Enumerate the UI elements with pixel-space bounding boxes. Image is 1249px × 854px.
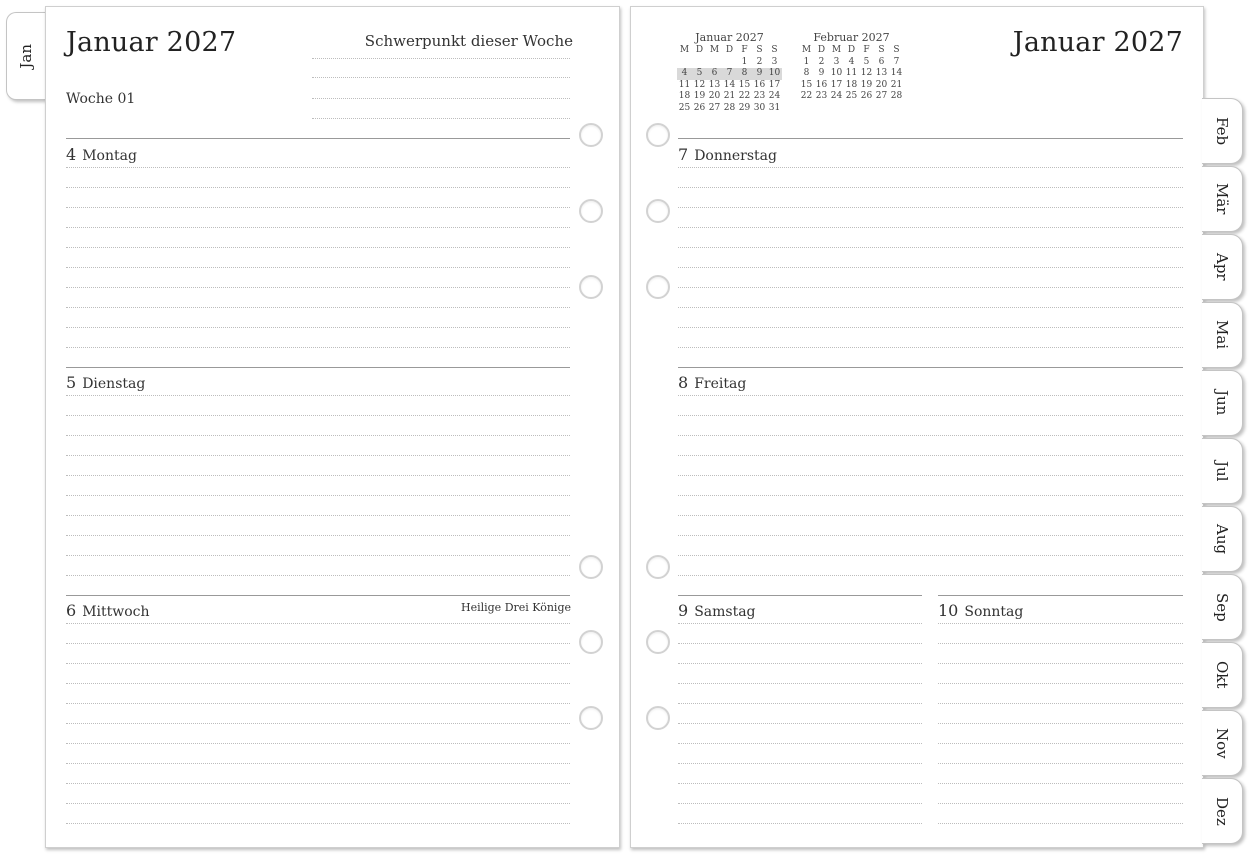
- day-number: 9: [678, 601, 689, 620]
- date-cell[interactable]: 15: [800, 79, 813, 90]
- date-cell[interactable]: 6: [707, 68, 722, 80]
- date-cell[interactable]: 11: [678, 79, 691, 90]
- date-cell[interactable]: 2: [756, 56, 763, 67]
- date-cell[interactable]: 22: [800, 91, 813, 101]
- day-separator: [66, 367, 570, 368]
- writing-line[interactable]: [678, 435, 1183, 437]
- writing-line[interactable]: [66, 535, 570, 537]
- date-cell[interactable]: 30: [753, 102, 766, 113]
- date-cell[interactable]: 10: [830, 68, 843, 78]
- day-number: 7: [678, 145, 689, 164]
- mini-calendar-februar: [799, 31, 904, 103]
- writing-line[interactable]: [66, 415, 570, 417]
- writing-line[interactable]: [678, 307, 1183, 309]
- weekday-label: F: [863, 45, 870, 55]
- writing-line[interactable]: [66, 267, 570, 269]
- weekday-label: D: [725, 45, 734, 55]
- date-cell[interactable]: 28: [723, 102, 736, 113]
- writing-line[interactable]: [66, 515, 570, 517]
- date-cell[interactable]: 17: [768, 79, 781, 90]
- tab-aug[interactable]: [1202, 506, 1243, 572]
- day-header-donnerstag: [678, 145, 777, 164]
- tab-label: Feb: [1213, 116, 1231, 146]
- date-cell[interactable]: 16: [753, 79, 766, 90]
- writing-line[interactable]: [678, 227, 1183, 229]
- writing-line[interactable]: [678, 783, 922, 785]
- date-cell[interactable]: 14: [890, 68, 903, 78]
- tab-mar[interactable]: [1202, 166, 1243, 232]
- writing-line[interactable]: [66, 623, 570, 625]
- week-label: Woche 01: [66, 91, 136, 107]
- day-name: Donnerstag: [694, 148, 777, 164]
- tab-label: Jun: [1213, 390, 1231, 416]
- date-cell[interactable]: 8: [737, 68, 752, 80]
- binder-hole: [579, 199, 603, 223]
- date-cell[interactable]: 23: [753, 91, 766, 101]
- tab-label: Dez: [1213, 796, 1231, 826]
- tab-label: Mai: [1213, 320, 1231, 350]
- writing-line[interactable]: [66, 475, 570, 477]
- writing-line[interactable]: [678, 347, 1183, 349]
- writing-line[interactable]: [938, 703, 1183, 705]
- date-cell[interactable]: [722, 57, 737, 69]
- writing-line[interactable]: [678, 703, 922, 705]
- writing-line[interactable]: [678, 395, 1183, 397]
- date-cell[interactable]: 14: [723, 79, 736, 90]
- writing-line[interactable]: [938, 723, 1183, 725]
- writing-line[interactable]: [66, 187, 570, 189]
- tab-apr[interactable]: [1202, 234, 1243, 300]
- holiday-label: Heilige Drei Könige: [460, 601, 571, 614]
- day-header-mittwoch: [66, 601, 150, 620]
- day-name: Samstag: [694, 604, 756, 620]
- date-cell[interactable]: 5: [863, 56, 870, 67]
- date-cell[interactable]: 23: [815, 91, 828, 101]
- day-name: Freitag: [694, 376, 747, 392]
- date-cell[interactable]: 18: [678, 91, 691, 101]
- writing-line[interactable]: [678, 207, 1183, 209]
- date-cell[interactable]: 3: [833, 56, 840, 67]
- writing-line[interactable]: [66, 803, 570, 805]
- writing-line[interactable]: [678, 623, 922, 625]
- day-header-freitag: [678, 373, 746, 392]
- writing-line[interactable]: [678, 495, 1183, 497]
- date-cell[interactable]: 5: [692, 68, 707, 80]
- tab-dez[interactable]: [1202, 778, 1243, 844]
- day-separator: [938, 595, 1183, 596]
- date-cell[interactable]: 25: [845, 91, 858, 101]
- tab-label: Nov: [1213, 727, 1231, 759]
- tab-mai[interactable]: [1202, 302, 1243, 368]
- focus-label: Schwerpunkt dieser Woche: [364, 32, 573, 50]
- writing-line[interactable]: [678, 555, 1183, 557]
- date-cell[interactable]: 27: [708, 102, 721, 113]
- date-cell[interactable]: 19: [860, 79, 873, 90]
- day-number: 6: [66, 601, 77, 620]
- tab-label: Apr: [1213, 253, 1231, 281]
- date-cell[interactable]: 13: [875, 68, 888, 78]
- date-cell[interactable]: 24: [768, 91, 781, 101]
- day-separator: [678, 595, 922, 596]
- writing-line[interactable]: [66, 227, 570, 229]
- weekday-label: M: [831, 45, 842, 55]
- writing-line[interactable]: [678, 515, 1183, 517]
- writing-line[interactable]: [66, 167, 570, 169]
- date-cell[interactable]: 20: [708, 91, 721, 101]
- day-header-sonntag: [938, 601, 1023, 620]
- date-cell[interactable]: 22: [738, 91, 751, 101]
- date-cell[interactable]: 29: [738, 102, 751, 113]
- tab-jan[interactable]: [6, 12, 45, 100]
- writing-line[interactable]: [938, 803, 1183, 805]
- tab-label: Sep: [1213, 592, 1231, 622]
- tab-label: Aug: [1213, 523, 1231, 555]
- binder-hole: [579, 123, 603, 147]
- tab-nov[interactable]: [1202, 710, 1243, 776]
- weekday-label: M: [801, 45, 812, 55]
- writing-line[interactable]: [678, 643, 922, 645]
- date-cell[interactable]: 24: [830, 91, 843, 101]
- day-separator: [66, 595, 570, 596]
- tab-sep[interactable]: [1202, 574, 1243, 640]
- weekday-label: S: [878, 45, 885, 55]
- day-name: Mittwoch: [82, 604, 150, 620]
- writing-line[interactable]: [678, 743, 922, 745]
- binder-hole: [646, 275, 670, 299]
- mini-calendar-title: Februar 2027: [813, 31, 890, 44]
- writing-line[interactable]: [66, 783, 570, 785]
- day-name: Montag: [82, 148, 137, 164]
- date-cell[interactable]: 21: [890, 79, 903, 90]
- writing-line[interactable]: [66, 327, 570, 329]
- day-number: 8: [678, 373, 689, 392]
- writing-line[interactable]: [678, 167, 1183, 169]
- weekday-label: S: [893, 45, 900, 55]
- writing-line[interactable]: [678, 247, 1183, 249]
- binder-hole: [646, 555, 670, 579]
- date-cell[interactable]: 16: [815, 79, 828, 90]
- focus-line[interactable]: [312, 98, 570, 100]
- writing-line[interactable]: [678, 267, 1183, 269]
- current-week-row: [677, 68, 782, 80]
- tab-okt[interactable]: [1202, 642, 1243, 708]
- writing-line[interactable]: [678, 763, 922, 765]
- date-cell[interactable]: 6: [878, 56, 885, 67]
- date-cell[interactable]: 4: [677, 68, 692, 80]
- date-cell[interactable]: 9: [752, 68, 767, 80]
- binder-hole: [646, 123, 670, 147]
- writing-line[interactable]: [678, 803, 922, 805]
- left-page: [45, 6, 620, 848]
- writing-line[interactable]: [938, 663, 1183, 665]
- date-cell[interactable]: 25: [678, 102, 691, 113]
- writing-line[interactable]: [66, 763, 570, 765]
- day-name: Dienstag: [82, 376, 146, 392]
- writing-line[interactable]: [66, 435, 570, 437]
- writing-line[interactable]: [66, 743, 570, 745]
- writing-line[interactable]: [66, 495, 570, 497]
- right-page: [630, 6, 1204, 848]
- date-cell[interactable]: 13: [708, 79, 721, 90]
- writing-line[interactable]: [66, 347, 570, 349]
- date-cell[interactable]: [707, 57, 722, 69]
- tab-jun[interactable]: [1202, 370, 1243, 436]
- writing-line[interactable]: [938, 763, 1183, 765]
- date-cell[interactable]: 9: [818, 68, 825, 78]
- day-number: 4: [66, 145, 77, 164]
- writing-line[interactable]: [678, 683, 922, 685]
- writing-line[interactable]: [66, 723, 570, 725]
- writing-line[interactable]: [66, 307, 570, 309]
- writing-line[interactable]: [938, 623, 1183, 625]
- writing-line[interactable]: [66, 207, 570, 209]
- weekday-label: D: [817, 45, 826, 55]
- binder-hole: [579, 630, 603, 654]
- writing-line[interactable]: [678, 187, 1183, 189]
- writing-line[interactable]: [678, 823, 922, 825]
- writing-line[interactable]: [678, 663, 922, 665]
- writing-line[interactable]: [66, 287, 570, 289]
- date-cell[interactable]: 7: [722, 68, 737, 80]
- date-cell[interactable]: 20: [875, 79, 888, 90]
- date-cell[interactable]: 2: [818, 56, 825, 67]
- day-header-dienstag: [66, 373, 145, 392]
- date-cell[interactable]: 1: [803, 56, 810, 67]
- date-cell[interactable]: [677, 57, 692, 69]
- focus-line[interactable]: [312, 118, 570, 120]
- date-cell[interactable]: [692, 57, 707, 69]
- date-cell[interactable]: 7: [893, 56, 900, 67]
- date-cell[interactable]: 26: [693, 102, 706, 113]
- binder-hole: [646, 630, 670, 654]
- tab-label: Mär: [1213, 183, 1231, 215]
- writing-line[interactable]: [678, 575, 1183, 577]
- date-cell[interactable]: 21: [723, 91, 736, 101]
- day-number: 5: [66, 373, 77, 392]
- weekday-label: D: [695, 45, 704, 55]
- writing-line[interactable]: [678, 723, 922, 725]
- weekday-label: F: [741, 45, 748, 55]
- date-cell[interactable]: 19: [693, 91, 706, 101]
- day-number: 10: [938, 601, 959, 620]
- focus-line[interactable]: [312, 77, 570, 79]
- day-name: Sonntag: [964, 604, 1024, 620]
- binder-hole: [579, 706, 603, 730]
- writing-line[interactable]: [66, 575, 570, 577]
- writing-line[interactable]: [66, 683, 570, 685]
- weekday-label: D: [847, 45, 856, 55]
- binder-hole: [579, 275, 603, 299]
- day-header-samstag: [678, 601, 756, 620]
- writing-line[interactable]: [66, 555, 570, 557]
- day-separator: [66, 138, 570, 139]
- writing-line[interactable]: [678, 327, 1183, 329]
- tab-label: Jul: [1213, 460, 1231, 482]
- weekday-label: M: [709, 45, 720, 55]
- binder-hole: [579, 555, 603, 579]
- page-title-left: Januar 2027: [66, 27, 237, 58]
- writing-line[interactable]: [66, 703, 570, 705]
- writing-line[interactable]: [938, 783, 1183, 785]
- mini-calendar-title: Januar 2027: [695, 31, 764, 44]
- writing-line[interactable]: [66, 823, 570, 825]
- date-cell[interactable]: 10: [768, 68, 781, 78]
- tab-label: Okt: [1213, 661, 1231, 689]
- tab-feb[interactable]: [1202, 98, 1243, 164]
- date-cell[interactable]: 17: [830, 79, 843, 90]
- tab-jul[interactable]: [1202, 438, 1243, 504]
- writing-line[interactable]: [938, 823, 1183, 825]
- writing-line[interactable]: [938, 683, 1183, 685]
- focus-line[interactable]: [312, 58, 570, 60]
- writing-line[interactable]: [938, 743, 1183, 745]
- writing-line[interactable]: [678, 475, 1183, 477]
- date-cell[interactable]: 31: [768, 102, 781, 113]
- page-title-right: Januar 2027: [1012, 27, 1183, 58]
- writing-line[interactable]: [66, 663, 570, 665]
- weekday-label: S: [771, 45, 778, 55]
- date-cell[interactable]: 12: [860, 68, 873, 78]
- date-cell[interactable]: 3: [771, 56, 778, 67]
- writing-line[interactable]: [678, 535, 1183, 537]
- date-cell[interactable]: 12: [693, 79, 706, 90]
- date-cell[interactable]: 26: [860, 91, 873, 101]
- date-cell[interactable]: 15: [738, 79, 751, 90]
- binder-hole: [646, 706, 670, 730]
- writing-line[interactable]: [66, 643, 570, 645]
- mini-calendar-januar: [677, 31, 782, 114]
- tab-jan-label: Jan: [17, 43, 35, 69]
- writing-line[interactable]: [938, 643, 1183, 645]
- writing-line[interactable]: [66, 247, 570, 249]
- date-cell[interactable]: 18: [845, 79, 858, 90]
- day-separator: [678, 138, 1183, 139]
- writing-line[interactable]: [678, 455, 1183, 457]
- weekday-label: S: [756, 45, 763, 55]
- day-header-montag: [66, 145, 137, 164]
- writing-line[interactable]: [678, 415, 1183, 417]
- date-cell[interactable]: 1: [741, 56, 748, 67]
- day-separator: [678, 367, 1183, 368]
- writing-line[interactable]: [678, 287, 1183, 289]
- writing-line[interactable]: [66, 395, 570, 397]
- writing-line[interactable]: [66, 455, 570, 457]
- binder-hole: [646, 199, 670, 223]
- date-cell[interactable]: 8: [803, 68, 810, 78]
- date-cell[interactable]: 27: [875, 91, 888, 101]
- weekday-label: M: [679, 45, 690, 55]
- date-cell[interactable]: 4: [848, 56, 855, 67]
- date-cell[interactable]: 11: [845, 68, 858, 78]
- date-cell[interactable]: 28: [890, 91, 903, 101]
